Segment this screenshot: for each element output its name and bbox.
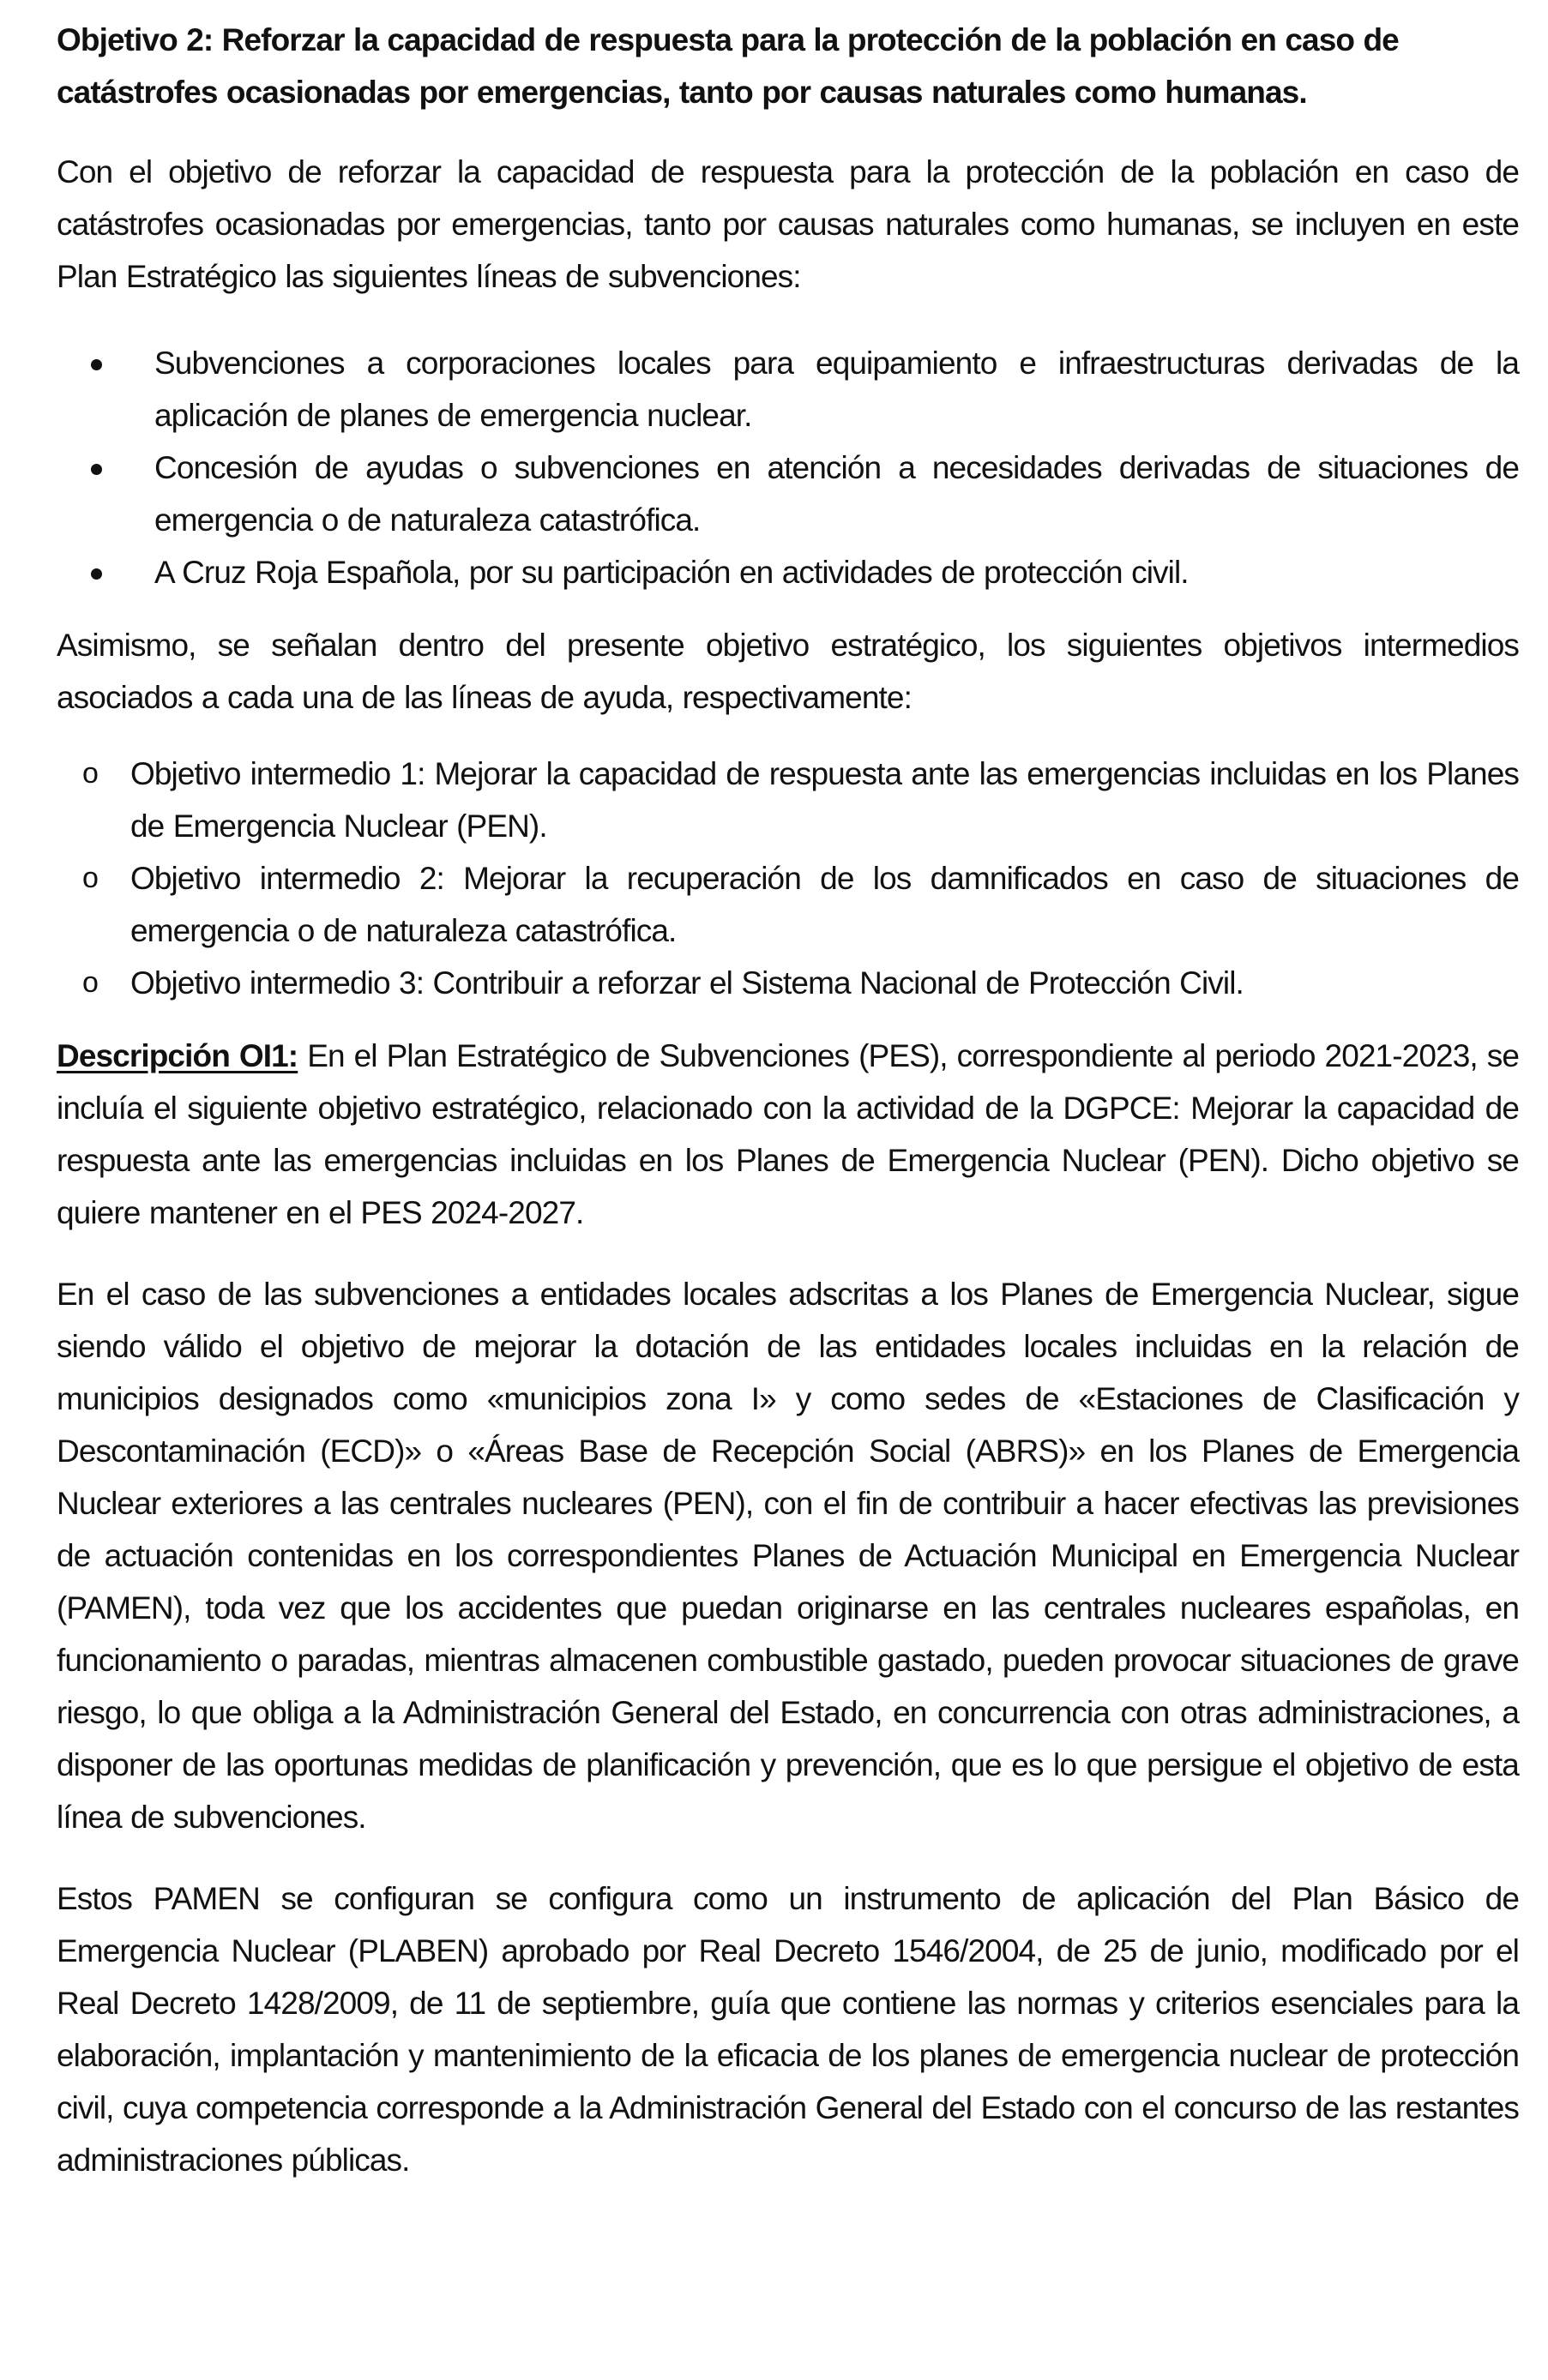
objetivos-intermedios-list (57, 748, 1519, 1009)
bullet-icon (91, 359, 102, 370)
pamen-paragraph: Estos PAMEN se configuran se configura como un instrumento de aplicación del Plan Básico de Emergencia Nuclear (PLABEN) aprobado por Real Decreto 1546/2004, de 25 de junio, modificado por el Real Decreto 1428/2009, de 11 de septiembre, guía que contiene las normas y criterios esenciales para la elaboración, implantación y mantenimiento de la eficacia de los planes de emergencia nuclear de protección civil, cuya competencia corresponde a la Administración General del Estado con el concurso de las restantes administraciones públicas. (57, 1881, 1519, 2178)
circle-bullet-icon: o (82, 757, 99, 790)
list-item (57, 442, 1519, 546)
document-page (57, 14, 1519, 2186)
list-item (57, 748, 1519, 852)
list-item (57, 852, 1519, 957)
intro-paragraph: Con el objetivo de reforzar la capacidad de respuesta para la protección de la población en caso de catástrofes ocasionadas por emergencias, tanto por causas naturales como humanas, se incluyen en este Plan Estratégico las siguientes líneas de subvenciones: (57, 154, 1519, 294)
list-item (57, 546, 1519, 598)
bullet-icon (91, 568, 102, 580)
list-item (57, 957, 1519, 1009)
list-item-text: Concesión de ayudas o subvenciones en atención a necesidades derivadas de situaciones de emergencia o de naturaleza catastrófica. (154, 450, 1519, 538)
section-heading: Objetivo 2: Reforzar la capacidad de respuesta para la protección de la población en caso de catástrofes ocasionadas por emergencias, tanto por causas naturales como humanas. (57, 22, 1399, 110)
list-item-text: Objetivo intermedio 1: Mejorar la capacidad de respuesta ante las emergencias incluidas en los Planes de Emergencia Nuclear (PEN). (130, 756, 1519, 844)
descripcion-text: En el Plan Estratégico de Subvenciones (PES), correspondiente al periodo 2021-2023, se incluía el siguiente objetivo estratégico, relacionado con la actividad de la DGPCE: Mejorar la capacidad de respuesta ante las emergencias incluidas en los Planes de Emergencia Nuclear (PEN). Dicho objetivo se quiere mantener en el PES 2024-2027. (57, 1038, 1519, 1230)
entidades-paragraph: En el caso de las subvenciones a entidades locales adscritas a los Planes de Emergencia Nuclear, sigue siendo válido el objetivo de mejorar la dotación de las entidades locales incluidas en la relación de municipios designados como «municipios zona I» y como sedes de «Estaciones de Clasificación y Descontaminación (ECD)» o «Áreas Base de Recepción Social (ABRS)» en los Planes de Emergencia Nuclear exteriores a las centrales nucleares (PEN), con el fin de contribuir a hacer efectivas las previsiones de actuación contenidas en los correspondientes Planes de Actuación Municipal en Emergencia Nuclear (PAMEN), toda vez que los accidentes que puedan originarse en las centrales nucleares españolas, en funcionamiento o paradas, mientras almacenen combustible gastado, pueden provocar situaciones de grave riesgo, lo que obliga a la Administración General del Estado, en concurrencia con otras administraciones, a disponer de las oportunas medidas de planificación y prevención, que es lo que persigue el objetivo de esta línea de subvenciones. (57, 1277, 1519, 1835)
list-item-text: A Cruz Roja Española, por su participación en actividades de protección civil. (154, 555, 1189, 590)
list-item-text: Subvenciones a corporaciones locales para equipamiento e infraestructuras derivadas de la aplicación de planes de emergencia nuclear. (154, 346, 1519, 433)
circle-bullet-icon: o (82, 966, 99, 999)
descripcion-paragraph (57, 1030, 1519, 1239)
list-item (57, 337, 1519, 442)
asimismo-paragraph: Asimismo, se señalan dentro del presente objetivo estratégico, los siguientes objetivos intermedios asociados a cada una de las líneas de ayuda, respectivamente: (57, 628, 1519, 715)
circle-bullet-icon: o (82, 862, 99, 894)
subvenciones-list (57, 337, 1519, 598)
bullet-icon (91, 464, 102, 475)
list-item-text: Objetivo intermedio 3: Contribuir a reforzar el Sistema Nacional de Protección Civil. (130, 965, 1244, 1001)
list-item-text: Objetivo intermedio 2: Mejorar la recuperación de los damnificados en caso de situaciones de emergencia o de naturaleza catastrófica. (130, 861, 1519, 948)
descripcion-label: Descripción OI1: (57, 1038, 298, 1073)
